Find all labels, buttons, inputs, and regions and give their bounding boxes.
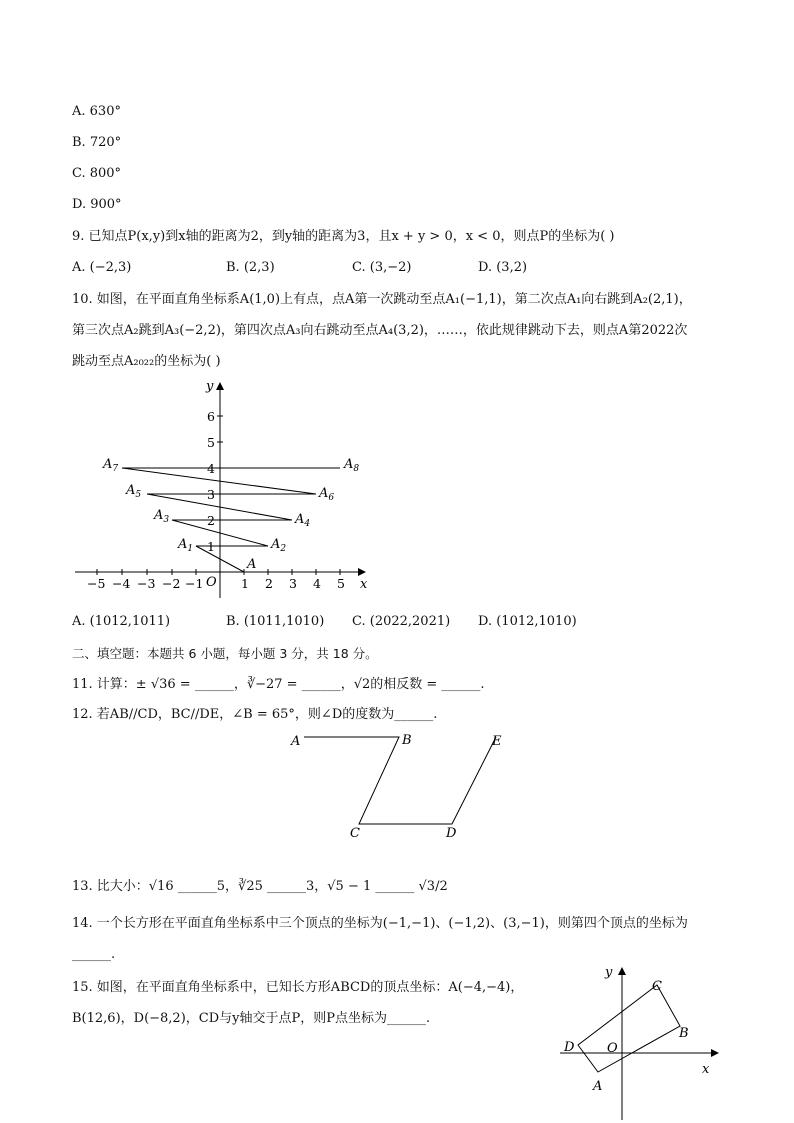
q10-origin-label: O xyxy=(206,575,217,590)
q10-y-tick: 3 xyxy=(207,487,215,502)
q10-point-a3: $A_3$ xyxy=(154,508,170,525)
q10-point-a6: $A_6$ xyxy=(319,486,335,503)
q10-point-a: A xyxy=(247,557,257,572)
q11-stem: 11. 计算：± √36 = ______，∛−27 = ______，√2的相反数 = ______. xyxy=(72,677,485,692)
q10-x-tick: 2 xyxy=(265,576,273,591)
q10-x-tick: 4 xyxy=(313,576,321,591)
q10-stem-line1: 10. 如图，在平面直角坐标系A(1,0)上有点，点A第一次跳动至点A₁(−1,1)，第二次点A₁向右跳到A₂(2,1)， xyxy=(72,292,692,307)
section-2-title: 二、填空题：本题共 6 小题，每小题 3 分，共 18 分。 xyxy=(72,646,378,661)
q12-label-d: D xyxy=(446,826,457,841)
q12-label-a: A xyxy=(291,734,301,749)
q15-label-y: y xyxy=(605,965,613,980)
q10-y-axis-label: y xyxy=(206,379,214,394)
q10-y-tick: 2 xyxy=(207,513,215,528)
q10-y-tick: 6 xyxy=(207,409,215,424)
q10-stem-line2: 第三次点A₂跳到A₃(−2,2)，第四次点A₃向右跳动至点A₄(3,2)，……，依此规律跳动下去，则点A第2022次 xyxy=(72,323,688,338)
q10-option-a: A. (1012,1011) xyxy=(72,614,171,629)
q12-label-e: E xyxy=(492,734,502,749)
q15-label-c: C xyxy=(652,979,662,994)
q8-option-d: D. 900° xyxy=(72,197,122,212)
q12-stem: 12. 若AB//CD，BC//DE，∠B = 65°，则∠D的度数为______. xyxy=(72,707,438,722)
q9-option-b: B. (2,3) xyxy=(226,260,275,275)
q10-x-tick: −3 xyxy=(137,576,156,591)
q10-stem-line3: 跳动至点A₂₀₂₂的坐标为( ) xyxy=(72,354,221,369)
q10-y-tick: 5 xyxy=(207,435,215,450)
q15-label-x: x xyxy=(702,1062,710,1077)
q10-x-axis-label: x xyxy=(360,577,368,592)
q15-rectangle xyxy=(578,985,680,1072)
q9-option-a: A. (−2,3) xyxy=(72,260,132,275)
q10-y-tick: 1 xyxy=(207,539,215,554)
q10-x-tick: 5 xyxy=(337,576,345,591)
q8-option-b: B. 720° xyxy=(72,135,122,150)
q8-option-c: C. 800° xyxy=(72,166,122,181)
q10-point-a4: $A_4$ xyxy=(295,512,311,529)
q10-point-a1: $A_1$ xyxy=(178,537,194,554)
q9-option-c: C. (3,−2) xyxy=(352,260,412,275)
q10-y-tick: 4 xyxy=(207,461,215,476)
q13-stem: 13. 比大小：√16 ______5，∛25 ______3，√5 − 1 ______ √3/2 xyxy=(72,879,448,894)
q10-x-tick: −2 xyxy=(162,576,181,591)
q15-stem-line1: 15. 如图，在平面直角坐标系中，已知长方形ABCD的顶点坐标：A(−4,−4)， xyxy=(72,980,524,995)
q10-point-a2: $A_2$ xyxy=(271,537,287,554)
q12-lines xyxy=(304,737,496,824)
q12-figure xyxy=(286,728,510,844)
q15-label-b: B xyxy=(679,1026,689,1041)
q12-label-b: B xyxy=(402,733,412,748)
q10-x-tick: −4 xyxy=(112,576,131,591)
q10-figure xyxy=(70,376,380,602)
q10-point-a7: $A_7$ xyxy=(103,457,119,474)
q10-x-tick: −1 xyxy=(185,576,204,591)
q15-stem-line2: B(12,6)，D(−8,2)，CD与y轴交于点P，则P点坐标为______. xyxy=(72,1011,431,1026)
q10-x-tick: −5 xyxy=(87,576,106,591)
q10-option-d: D. (1012,1010) xyxy=(478,614,577,629)
q10-point-a8: $A_8$ xyxy=(344,457,360,474)
q8-option-a: A. 630° xyxy=(72,104,121,119)
q10-x-tick: 1 xyxy=(241,576,249,591)
q14-stem-line2: ______. xyxy=(72,947,116,962)
q9-option-d: D. (3,2) xyxy=(478,260,528,275)
q9-stem: 9. 已知点P(x,y)到x轴的距离为2，到y轴的距离为3，且x + y > 0，x < 0，则点P的坐标为( ) xyxy=(72,229,615,244)
q10-x-tick: 3 xyxy=(289,576,297,591)
q10-option-b: B. (1011,1010) xyxy=(226,614,325,629)
q15-label-a: A xyxy=(593,1079,603,1094)
q15-figure xyxy=(560,960,730,1120)
q15-label-d: D xyxy=(564,1040,575,1055)
q15-label-o: O xyxy=(607,1041,618,1056)
q14-stem-line1: 14. 一个长方形在平面直角坐标系中三个顶点的坐标为(−1,−1)、(−1,2)、(3,−1)，则第四个顶点的坐标为 xyxy=(72,916,688,931)
q12-label-c: C xyxy=(350,826,360,841)
q10-point-a5: $A_5$ xyxy=(126,483,142,500)
q10-option-c: C. (2022,2021) xyxy=(352,614,451,629)
